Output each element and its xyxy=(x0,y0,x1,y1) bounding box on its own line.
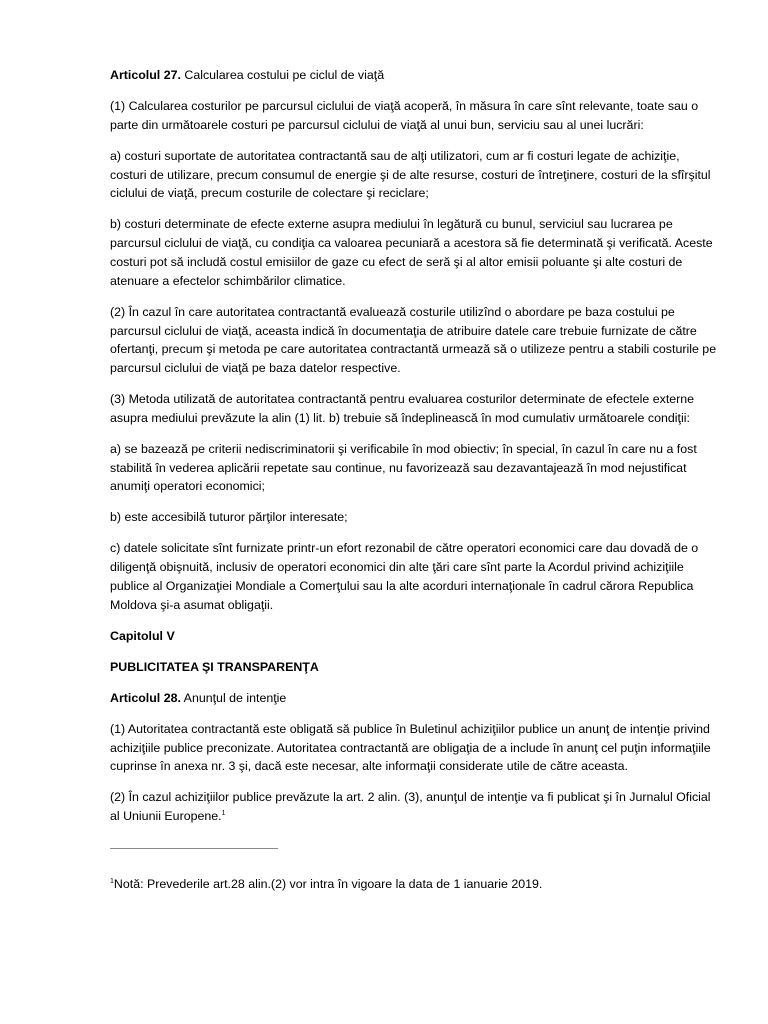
article-27-title: Calcularea costului pe ciclul de viaţă xyxy=(180,68,385,82)
footnote-marker: 1 xyxy=(110,877,114,885)
article-27-paragraph-3: (3) Metoda utilizată de autoritatea contractantă pentru evaluarea costurilor determinate de efectele externe asupra mediului prevăzute la alin (1) lit. b) trebuie să îndeplinească în mod cumulativ următoarele condiţii: xyxy=(110,392,695,425)
article-27-paragraph-3a: a) se bazează pe criterii nediscriminatorii şi verificabile în mod obiectiv; în special, în cazul în care nu a fost stabilită în vederea aplicării repetate sau continue, nu favorizează sau dezavantajează în mod nejustificat anumiţi operatori economici; xyxy=(110,441,697,494)
article-28-label: Articolul 28. xyxy=(110,690,181,705)
footnote xyxy=(110,875,718,894)
article-28-paragraph-2 xyxy=(110,788,718,826)
footnote-reference[interactable]: 1 xyxy=(221,810,226,818)
footnote-separator xyxy=(110,848,278,849)
article-28-paragraph-1: (1) Autoritatea contractantă este obligată să publice în Buletinul achiziţiilor publice un anunţ de intenţie privind achiziţiile publice preconizate. Autoritatea contractantă are obligaţia de a include în anunţ cel puţin informaţiile cuprinse în anexa nr. 3 şi, dacă este necesar, alte informaţii considerate utile de către aceasta. xyxy=(110,721,711,774)
article-28-title: Anunţul de intenţie xyxy=(180,690,287,705)
article-27-paragraph-2: (2) În cazul în care autoritatea contractantă evaluează costurile utilizînd o abordare pe baza costului pe parcursul ciclului de viaţă, aceasta indică în documentaţia de atribuire datele care trebuie furnizate de către ofertanţi, precum şi metoda pe care autoritatea contractantă urmează să o utilizeze pentru a stabili costurile pe parcursul ciclului de viaţă pe baza datelor respective. xyxy=(110,304,717,376)
article-27-paragraph-1b: b) costuri determinate de efecte externe asupra mediului în legătură cu bunul, serviciul sau lucrarea pe parcursul ciclului de viaţă, cu condiţia ca valoarea pecuniară a acestora să fie determinată şi verificată. Aceste costuri pot să includă costul emisiilor de gaze cu efect de seră şi al altor emisii poluante şi alte costuri de atenuare a efectelor schimbărilor climatice. xyxy=(110,217,713,288)
article-27-paragraph-3c: c) datele solicitate sînt furnizate printr-un efort rezonabil de către operatori economici care dau dovadă de o diligenţă obişnuită, inclusiv de operatori economici din alte ţări care sînt parte la Acordul privind achiziţiile publice al Organizaţiei Mondiale a Comerţului sau la alte acorduri internaţionale în cadrul cărora Republica Moldova şi-a asumat obligaţii. xyxy=(110,541,699,612)
chapter-title: PUBLICITATEA ŞI TRANSPARENŢA xyxy=(110,659,319,674)
footnote-text: Notă: Prevederile art.28 alin.(2) vor intra în vigoare la data de 1 ianuarie 2019. xyxy=(113,876,543,891)
article-27-paragraph-1a: a) costuri suportate de autoritatea contractantă sau de alţi utilizatori, cum ar fi costuri legate de achiziţie, costuri de utilizare, precum consumul de energie şi de alte resurse, costuri de întreţinere, costuri de la sfîrşitul ciclului de viaţă, precum costurile de colectare şi reciclare; xyxy=(110,148,711,201)
article-27-paragraph-3b: b) este accesibilă tuturor părţilor interesate; xyxy=(110,510,348,525)
article-27-paragraph-1: (1) Calcularea costurilor pe parcursul ciclului de viaţă acoperă, în măsura în care sînt relevante, toate sau o parte din următoarele costuri pe parcursul ciclului de viaţă al unui bun, serviciu sau al unei lucrări: xyxy=(110,98,699,132)
article-27-heading xyxy=(110,66,718,85)
chapter-heading: Capitolul V xyxy=(110,628,175,643)
article-27-label: Articolul 27. xyxy=(110,68,181,82)
article-28-heading xyxy=(110,689,718,708)
article-28-paragraph-2-text: (2) În cazul achiziţiilor publice prevăzute la art. 2 alin. (3), anunţul de intenţie va fi publicat şi în Jurnalul Oficial al Uniunii Europene. xyxy=(110,790,711,824)
